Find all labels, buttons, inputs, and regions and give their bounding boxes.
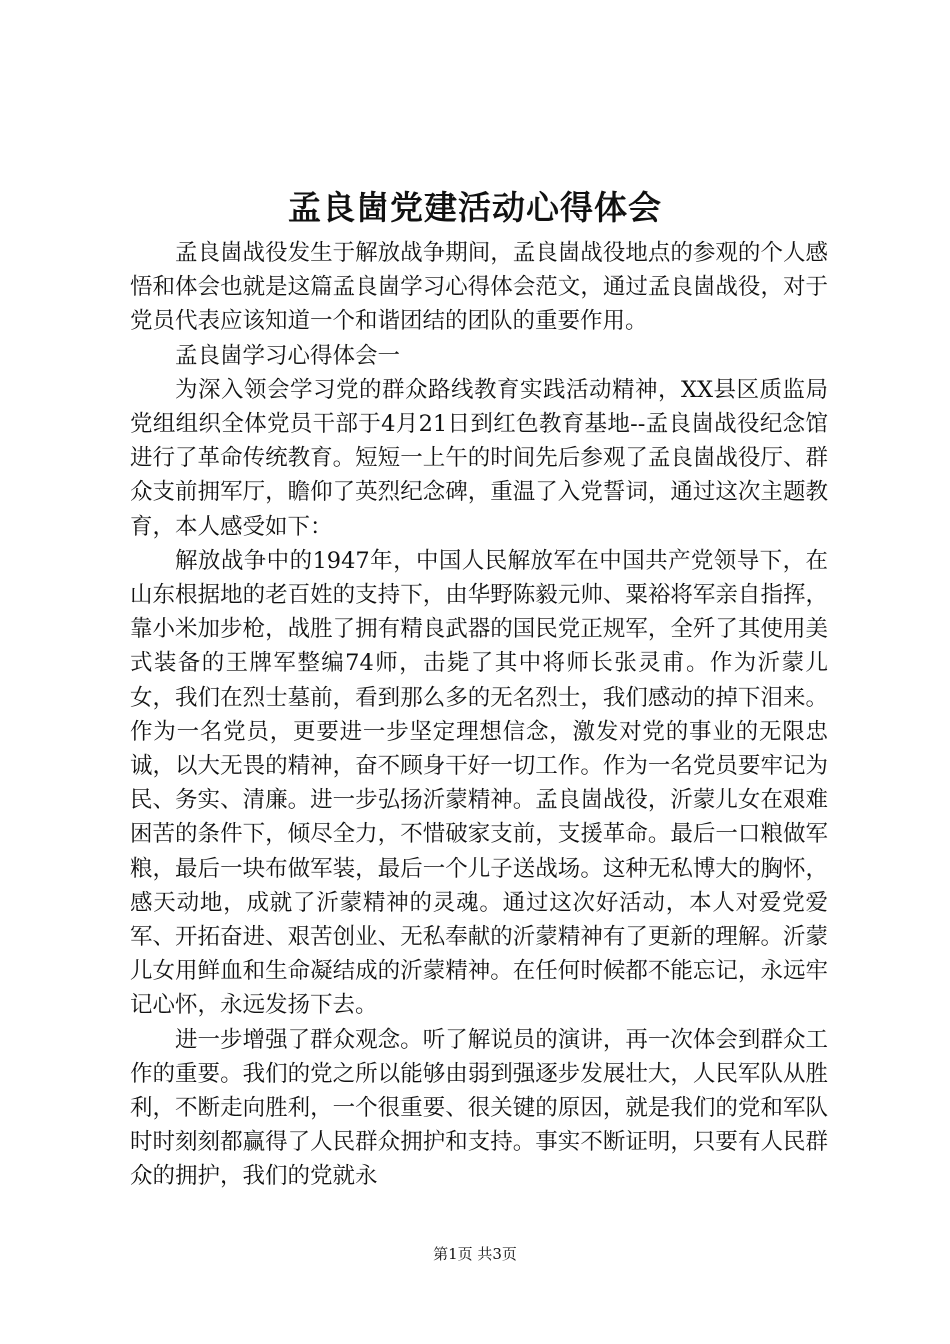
body-paragraph-history: 解放战争中的1947年，中国人民解放军在中国共产党领导下，在山东根据地的老百姓的支持下，由华野陈毅元帅、粟裕将军亲自指挥，靠小米加步枪，战胜了拥有精良武器的国民党正规军，全歼了其使用美式装备的王牌军整编74师，击毙了其中将师长张灵甫。作为沂蒙儿女，我们在烈士墓前，看到那么多的无名烈士，我们感动的掉下泪来。作为一名党员，更要进一步坚定理想信念，激发对党的事业的无限忠诚，以大无畏的精神，奋不顾身干好一切工作。作为一名党员要牢记为民、务实、清廉。进一步弘扬沂蒙精神。孟良崮战役，沂蒙儿女在艰难困苦的条件下，倾尽全力，不惜破家支前，支援革命。最后一口粮做军粮，最后一块布做军装，最后一个儿子送战场。这种无私博大的胸怀，感天动地，成就了沂蒙精神的灵魂。通过这次好活动，本人对爱党爱军、开拓奋进、艰苦创业、无私奉献的沂蒙精神有了更新的理解。沂蒙儿女用鲜血和生命凝结成的沂蒙精神。在任何时候都不能忘记，永远牢记心怀，永远发扬下去。	[130, 547, 828, 1019]
body-paragraph-visit: 为深入领会学习党的群众路线教育实践活动精神，XX县区质监局党组组织全体党员干部于4月21日到红色教育基地--孟良崮战役纪念馆进行了革命传统教育。短短一上午的时间先后参观了孟良崮战役厅、群众支前拥军厅，瞻仰了英烈纪念碑，重温了入党誓词，通过这次主题教育，本人感受如下：	[130, 376, 828, 540]
document-title: 孟良崮党建活动心得体会	[288, 188, 662, 227]
intro-paragraph: 孟良崮战役发生于解放战争期间，孟良崮战役地点的参观的个人感悟和体会也就是这篇孟良崮学习心得体会范文，通过孟良崮战役，对于党员代表应该知道一个和谐团结的团队的重要作用。	[130, 240, 828, 335]
section-heading: 孟良崮学习心得体会一	[175, 342, 401, 369]
page-number-footer: 第1页 共3页	[433, 1245, 517, 1263]
document-body	[130, 236, 828, 1194]
body-paragraph-masses: 进一步增强了群众观念。听了解说员的演讲，再一次体会到群众工作的重要。我们的党之所以能够由弱到强逐步发展壮大，人民军队从胜利，不断走向胜利，一个很重要、很关键的原因，就是我们的党和军队时时刻刻都赢得了人民群众拥护和支持。事实不断证明，只要有人民群众的拥护，我们的党就永	[130, 1026, 828, 1190]
